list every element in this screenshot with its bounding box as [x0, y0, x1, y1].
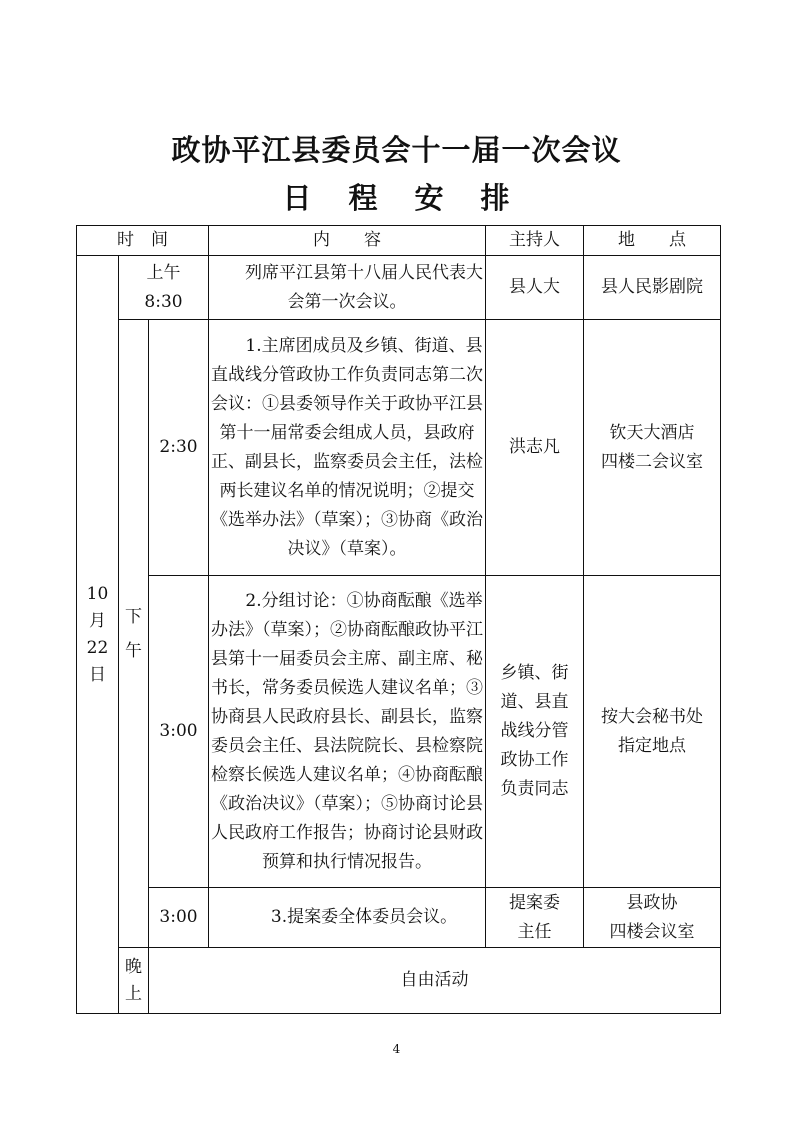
afternoon-char: 下	[125, 606, 142, 627]
evening-row	[77, 948, 721, 1014]
date-char: 10	[86, 583, 109, 604]
session-time: 3:00	[149, 888, 209, 948]
document-title: 政协平江县委员会十一届一次会议	[171, 133, 622, 167]
header-host: 主持人	[486, 226, 584, 256]
afternoon-char: 午	[125, 640, 142, 661]
morning-content: 列席平江县第十八届人民代表大会第一次会议。	[209, 256, 486, 320]
date-char: 日	[89, 664, 106, 685]
evening-char: 上	[125, 983, 142, 1004]
session-time: 3:00	[149, 576, 209, 888]
session-host: 洪志凡	[486, 320, 584, 576]
subtitle-char: 日	[282, 181, 313, 215]
subtitle-char: 安	[414, 181, 445, 215]
header-place: 地 点	[584, 226, 721, 256]
date-char: 月	[89, 610, 106, 631]
session-place: 钦天大酒店 四楼二会议室	[584, 320, 721, 576]
morning-time: 8:30	[144, 291, 183, 312]
date-cell	[77, 256, 119, 1014]
morning-time-cell	[119, 256, 209, 320]
morning-period: 上午	[146, 262, 181, 283]
morning-host: 县人大	[486, 256, 584, 320]
header-content: 内 容	[209, 226, 486, 256]
header-row	[77, 226, 721, 256]
afternoon-row-3	[77, 888, 721, 948]
evening-char: 晚	[125, 956, 142, 977]
session-content: 1.主席团成员及乡镇、街道、县直战线分管政协工作负责同志第二次会议：①县委领导作关于政协平江县第十一届常委会组成人员，县政府正、副县长，监察委员会主任，法检两长建议名单的情况说明；②提交《选举办法》（草案）；③协商《政治决议》（草案）。	[209, 320, 486, 576]
session-host: 乡镇、街 道、县直 战线分管 政协工作 负责同志	[486, 576, 584, 888]
session-place: 县政协 四楼会议室	[584, 888, 721, 948]
afternoon-row-2	[77, 576, 721, 888]
session-time: 2:30	[149, 320, 209, 576]
schedule-table	[76, 225, 721, 1014]
morning-row	[77, 256, 721, 320]
session-host: 提案委 主任	[486, 888, 584, 948]
page-number: 4	[392, 1042, 401, 1056]
subtitle-char: 程	[348, 181, 379, 215]
evening-label	[119, 948, 149, 1014]
session-content: 3.提案委全体委员会议。	[209, 888, 486, 948]
date-char: 22	[86, 637, 109, 658]
session-place: 按大会秘书处 指定地点	[584, 576, 721, 888]
afternoon-label	[119, 320, 149, 948]
evening-content: 自由活动	[149, 948, 721, 1014]
session-content: 2.分组讨论：①协商酝酿《选举办法》（草案）；②协商酝酿政协平江县第十一届委员会主席、副主席、秘书长，常务委员候选人建议名单；③协商县人民政府县长、副县长，监察委员会主任、县法院院长、县检察院检察长候选人建议名单；④协商酝酿《政治决议》（草案）；⑤协商讨论县人民政府工作报告；协商讨论县财政预算和执行情况报告。	[209, 576, 486, 888]
afternoon-row-1	[77, 320, 721, 576]
subtitle-char: 排	[480, 181, 511, 215]
document-subtitle	[0, 176, 793, 217]
header-time: 时 间	[77, 226, 209, 256]
morning-place: 县人民影剧院	[584, 256, 721, 320]
